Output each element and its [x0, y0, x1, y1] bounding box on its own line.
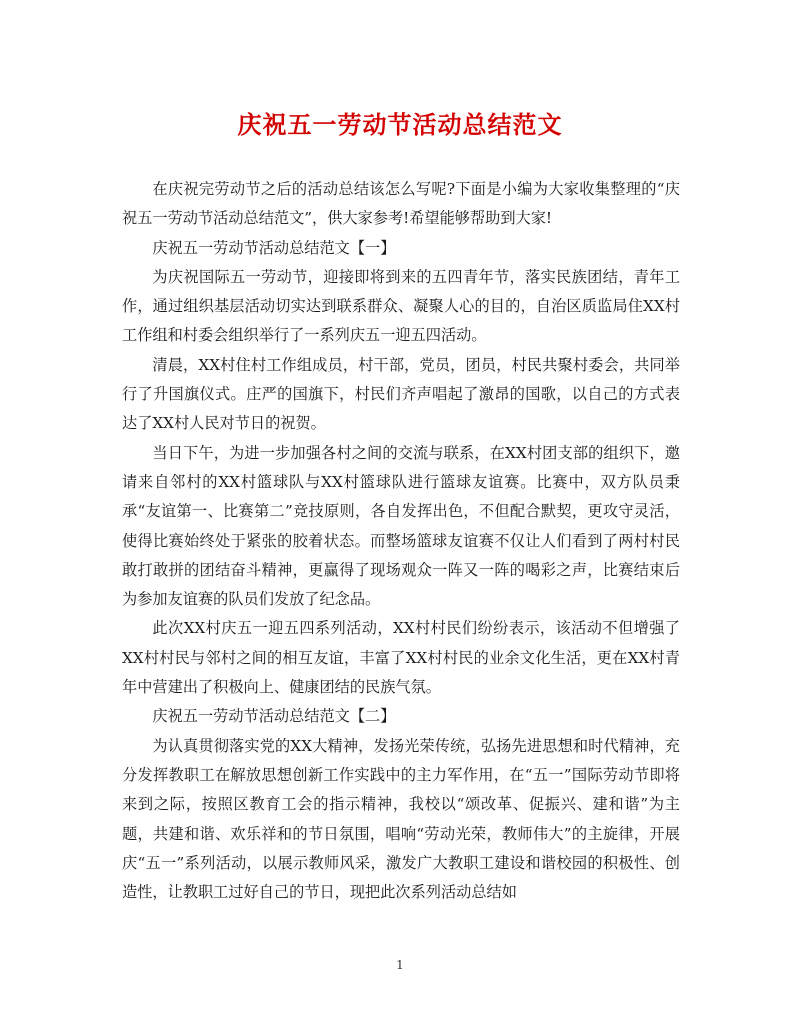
document-title: 庆祝五一劳动节活动总结范文 — [237, 110, 563, 139]
body-paragraph: 为认真贯彻落实党的XX大精神，发扬光荣传统，弘扬先进思想和时代精神，充分发挥教职工在解放思想创新工作实践中的主力军作用，在“五一”国际劳动节即将来到之际，按照区教育工会的指示精神，我校以“颂改革、促振兴、建和谐”为主题，共建和谐、欢乐祥和的节日氛围，唱响“劳动光荣，教师伟大”的主旋律，开展庆“五一”系列活动，以展示教师风采，激发广大教职工建设和谐校园的积极性、创造性，让教职工过好自己的节日，现把此次系列活动总结如 — [122, 736, 680, 902]
body-paragraph: 为庆祝国际五一劳动节，迎接即将到来的五四青年节，落实民族团结，青年工作，通过组织基层活动切实达到联系群众、凝聚人心的目的，自治区质监局住XX村工作组和村委会组织举行了一系列庆五一迎五四活动。 — [122, 267, 680, 345]
section-heading-one: 庆祝五一劳动节活动总结范文【一】 — [152, 238, 396, 257]
section-heading-two: 庆祝五一劳动节活动总结范文【二】 — [152, 707, 396, 726]
document-body — [122, 175, 680, 907]
body-paragraph: 当日下午，为进一步加强各村之间的交流与联系，在XX村团支部的组织下，邀请来自邻村的XX村篮球队与XX村篮球队进行篮球友谊赛。比赛中，双方队员秉承“友谊第一、比赛第二”竞技原则，各自发挥出色，不但配合默契，更攻守灵活，使得比赛始终处于紧张的胶着状态。而整场篮球友谊赛不仅让人们看到了两村村民敢打敢拼的团结奋斗精神，更赢得了现场观众一阵又一阵的喝彩之声，比赛结束后为参加友谊赛的队员们发放了纪念品。 — [122, 443, 680, 609]
body-paragraph: 此次XX村庆五一迎五四系列活动，XX村村民们纷纷表示，该活动不但增强了XX村村民与邻村之间的相互友谊，丰富了XX村村民的业余文化生活，更在XX村青年中营建出了积极向上、健康团结的民族气氛。 — [122, 619, 680, 697]
body-paragraph: 清晨，XX村住村工作组成员，村干部，党员，团员，村民共聚村委会，共同举行了升国旗仪式。庄严的国旗下，村民们齐声唱起了激昂的国歌，以自己的方式表达了XX村人民对节日的祝贺。 — [122, 355, 680, 433]
page-number: 1 — [396, 958, 404, 972]
intro-paragraph: 在庆祝完劳动节之后的活动总结该怎么写呢?下面是小编为大家收集整理的“庆祝五一劳动节活动总结范文”，供大家参考!希望能够帮助到大家! — [122, 180, 680, 228]
